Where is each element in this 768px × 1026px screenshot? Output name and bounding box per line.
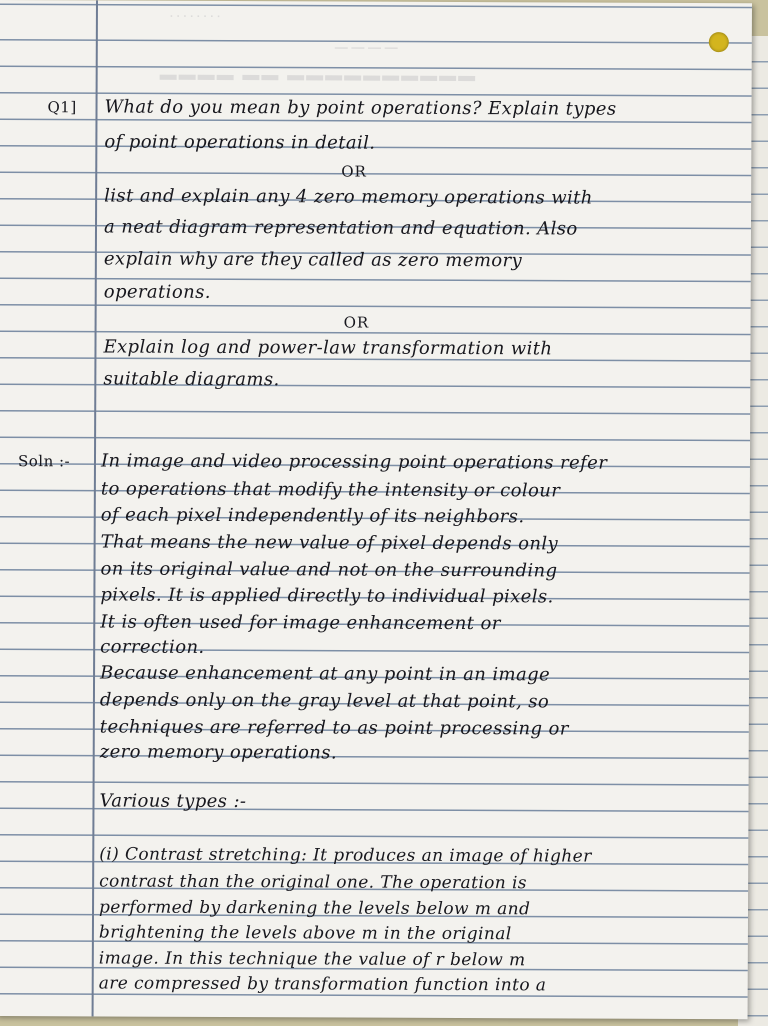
question-line: suitable diagrams. <box>103 368 280 391</box>
or-separator: OR <box>343 313 370 332</box>
solution-line: pixels. It is applied directly to individual pixels. <box>100 584 554 608</box>
solution-line: In image and video processing point operations refer <box>100 450 608 474</box>
bleed-through-text: · · · · · · · · <box>169 10 221 23</box>
solution-line: to operations that modify the intensity or colour <box>100 478 561 502</box>
solution-line: (i) Contrast stretching: It produces an image of higher <box>99 844 592 867</box>
question-label: Q1] <box>47 98 77 117</box>
question-line: list and explain any 4 zero memory operations with <box>104 185 593 209</box>
solution-line: Because enhancement at any point in an image <box>100 662 551 686</box>
solution-label: Soln :- <box>17 452 71 471</box>
solution-line: are compressed by transformation function into a <box>98 973 547 996</box>
punch-hole <box>709 32 729 52</box>
solution-line: It is often used for image enhancement or <box>100 611 501 635</box>
question-line: of point operations in detail. <box>104 131 376 154</box>
section-heading: Various types :- <box>99 790 247 813</box>
or-separator: OR <box>341 162 367 181</box>
question-line: explain why are they called as zero memory <box>103 248 523 272</box>
solution-line: performed by darkening the levels below m and <box>98 897 531 920</box>
solution-line: on its original value and not on the surrounding <box>100 558 558 582</box>
question-line: What do you mean by point operations? Explain types <box>104 96 617 120</box>
solution-line: of each pixel independently of its neighbors. <box>100 504 525 528</box>
question-line: operations. <box>103 281 211 303</box>
solution-line: contrast than the original one. The operation is <box>99 871 527 894</box>
bleed-through-text: ▬▬▬▬ ▬▬ ▬▬▬▬▬▬▬▬▬▬ <box>159 64 478 86</box>
solution-line: That means the new value of pixel depends only <box>100 531 559 555</box>
question-line: Explain log and power-law transformation with <box>103 336 553 360</box>
solution-line: brightening the levels above m in the original <box>98 922 512 945</box>
solution-line: correction. <box>100 636 205 658</box>
solution-line: image. In this technique the value of r below m <box>98 948 526 971</box>
solution-line: depends only on the gray level at that point, so <box>99 689 550 713</box>
margin-line <box>92 0 98 1016</box>
solution-line: techniques are referred to as point processing or <box>99 716 569 740</box>
solution-line: zero memory operations. <box>99 741 338 764</box>
bleed-through-text: — — — — <box>334 39 398 55</box>
question-line: a neat diagram representation and equation. Also <box>103 216 578 240</box>
